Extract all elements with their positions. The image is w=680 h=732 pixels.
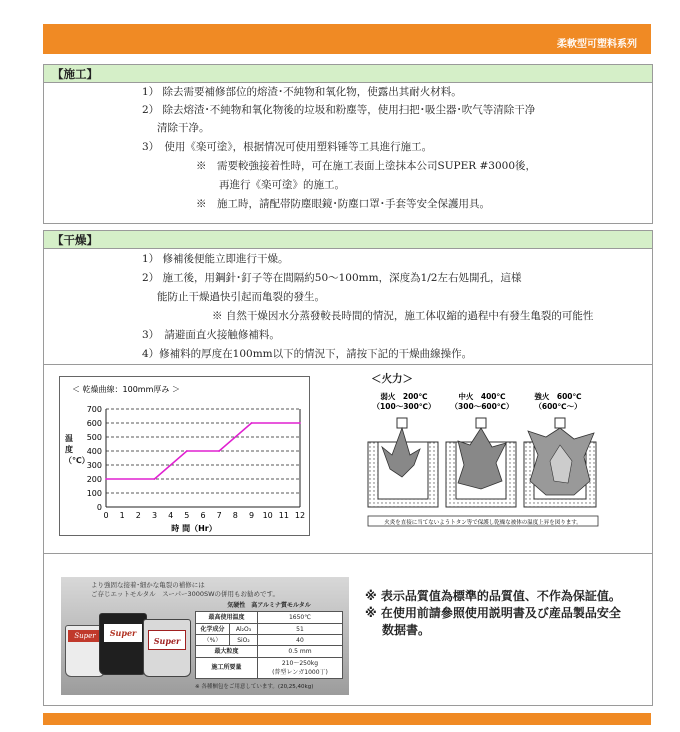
spec-row xyxy=(196,646,342,658)
x-tick-label: 12 xyxy=(294,511,306,520)
spec-sub: SiO₂ xyxy=(230,635,258,645)
spec-table xyxy=(195,601,343,690)
fire-level-name: 強火 600℃ xyxy=(534,392,582,401)
drying-curve-point xyxy=(218,450,220,452)
construction-line: 2） 除去熔渣･不純物和氧化物後的垃圾和粉塵等，使用扫把･吸尘器･吹气等清除干净 xyxy=(142,104,536,116)
spec-sub: Al₂O₃ xyxy=(230,624,258,634)
drying-curve-point xyxy=(299,422,301,424)
spec-row xyxy=(196,624,342,635)
x-tick-label: 7 xyxy=(216,511,222,520)
spec-label: 最大粒度 xyxy=(196,646,258,657)
x-tick-label: 6 xyxy=(200,511,206,520)
construction-line: 清除干净。 xyxy=(157,122,210,134)
x-axis-label: 時 間（Hr） xyxy=(171,524,217,533)
drying-curve-point xyxy=(105,478,107,480)
spec-value: 210～250kg xyxy=(281,660,319,667)
chart-canvas xyxy=(60,377,311,537)
container-weak xyxy=(368,418,438,507)
product-can xyxy=(143,619,191,677)
drying-curve-point xyxy=(154,478,156,480)
y-tick-label: 500 xyxy=(86,433,102,442)
drying-line: 能防止干燥過快引起而亀裂的發生。 xyxy=(157,291,325,303)
drying-curve-line xyxy=(106,423,300,479)
drying-line: 2） 施工後，用鋼針･釘子等在間隔約50～100mm，深度為1/2左右処開孔，這様 xyxy=(142,272,522,284)
spec-value: (普型レンガ1000丁) xyxy=(272,669,328,676)
spec-label: 施工所要量 xyxy=(196,658,258,678)
x-tick-label: 3 xyxy=(151,511,158,520)
series-title: 柔軟型可塑料系列 xyxy=(557,39,637,50)
x-tick-label: 2 xyxy=(135,511,141,520)
can-label: Super xyxy=(148,630,186,650)
fire-level-range: （300～600℃） xyxy=(450,402,514,411)
fire-title: ＜火力＞ xyxy=(371,373,413,385)
x-tick-label: 9 xyxy=(248,511,255,520)
spec-row xyxy=(196,635,342,646)
fire-diagram xyxy=(360,385,620,535)
spec-value: 0.5 mm xyxy=(288,648,312,655)
y-tick-label: 200 xyxy=(86,475,102,484)
construction-line: 3） 使用《楽可塗》，根据情况可使用塑料锤等工具進行施工。 xyxy=(142,141,433,153)
x-tick-labels xyxy=(103,511,305,520)
header-bar xyxy=(43,24,651,54)
spec-label: （%） xyxy=(196,635,230,645)
spec-row xyxy=(196,658,342,678)
chart-title: ＜ 乾燥曲線：100mm厚み ＞ xyxy=(72,385,180,394)
spec-label: 最高使用温度 xyxy=(196,612,258,623)
can-label: Super xyxy=(104,624,142,642)
spec-value: 40 xyxy=(296,637,304,644)
y-tick-label: 0 xyxy=(96,503,102,512)
container-strong xyxy=(524,418,596,507)
y-tick-label: 100 xyxy=(86,489,102,498)
can-label: Super xyxy=(68,630,102,642)
drying-line: 3） 請避面直火接触修補料。 xyxy=(142,329,280,341)
drying-curve-point xyxy=(251,422,253,424)
drying-line: 4）修補料的厚度在100mm以下的情況下，請按下記的干燥曲線操作。 xyxy=(142,348,473,360)
fire-caption: 火炎を直接に当てないようトタン等で保護し乾燥な被体の温度上昇を図ります。 xyxy=(384,520,582,526)
product-can xyxy=(99,613,147,675)
ad-line: ご存じエットモルタル スーパー3000SWの併用もお勧めです。 xyxy=(91,590,280,598)
spec-row xyxy=(196,612,342,624)
manual-note-cont: 数据書。 xyxy=(382,623,431,637)
construction-note: ※ 需要較強接着性時，可在施工表面上塗抹本公司SUPER #3000後， xyxy=(196,160,537,172)
construction-line: 1） 除去需要補修部位的熔渣･不純物和氧化物，使露出其耐火材料。 xyxy=(142,86,462,98)
x-tick-label: 5 xyxy=(184,511,190,520)
construction-heading: 【施工】 xyxy=(44,65,652,83)
construction-note: ※ 施工時，請配帯防塵眼鏡･防塵口罩･手套等安全保護用具。 xyxy=(196,198,490,210)
x-tick-label: 0 xyxy=(103,511,109,520)
drying-curve-chart xyxy=(59,376,310,536)
drying-note: ※ 自然干燥因水分蒸發較長時間的情況，施工体収縮的過程中有發生亀裂的可能性 xyxy=(212,310,594,322)
fire-level-range: （600℃～） xyxy=(534,402,582,411)
container-medium xyxy=(446,418,516,507)
spec-label: 化学成分 xyxy=(196,624,230,634)
y-tick-label: 400 xyxy=(86,447,102,456)
drying-heading: 【干燥】 xyxy=(44,231,652,249)
y-axis-label: 温 度（℃） xyxy=(64,434,90,465)
fire-level-name: 弱火 200℃ xyxy=(380,392,428,401)
footer-bar xyxy=(43,713,651,725)
x-tick-label: 1 xyxy=(119,511,125,520)
pack-note: ※ 各種梱包をご用意しています。(20,25,40kg) xyxy=(195,684,314,690)
x-tick-label: 4 xyxy=(168,511,174,520)
x-tick-label: 11 xyxy=(278,511,289,520)
drying-curve-point xyxy=(186,450,188,452)
fire-level-range: （100～300℃） xyxy=(372,402,436,411)
product-photo xyxy=(61,577,349,695)
manual-note: ※ 在使用前請參照使用説明書及び産品製品安全 xyxy=(365,606,621,620)
fire-level-name: 中火 400℃ xyxy=(458,392,506,401)
ad-text xyxy=(91,581,279,599)
drying-section xyxy=(43,230,653,365)
drying-line: 1） 修補後便能立即進行干燥。 xyxy=(142,253,289,265)
y-tick-label: 700 xyxy=(86,405,102,414)
spec-value: 1650℃ xyxy=(288,614,311,621)
construction-note: 再進行《楽可塗》的施工。 xyxy=(219,179,345,191)
y-tick-label: 600 xyxy=(86,419,102,428)
y-tick-label: 300 xyxy=(86,461,102,470)
spec-table-title: 気硬性 高アルミナ質モルタル xyxy=(227,602,311,609)
spec-value: 51 xyxy=(296,626,304,633)
x-tick-label: 8 xyxy=(232,511,238,520)
quality-note: ※ 表示品質值為標準的品質值、不作為保証值。 xyxy=(365,589,621,603)
x-tick-label: 10 xyxy=(262,511,273,520)
ad-line: より強固な接着･細かな亀裂の補修には xyxy=(91,581,205,589)
